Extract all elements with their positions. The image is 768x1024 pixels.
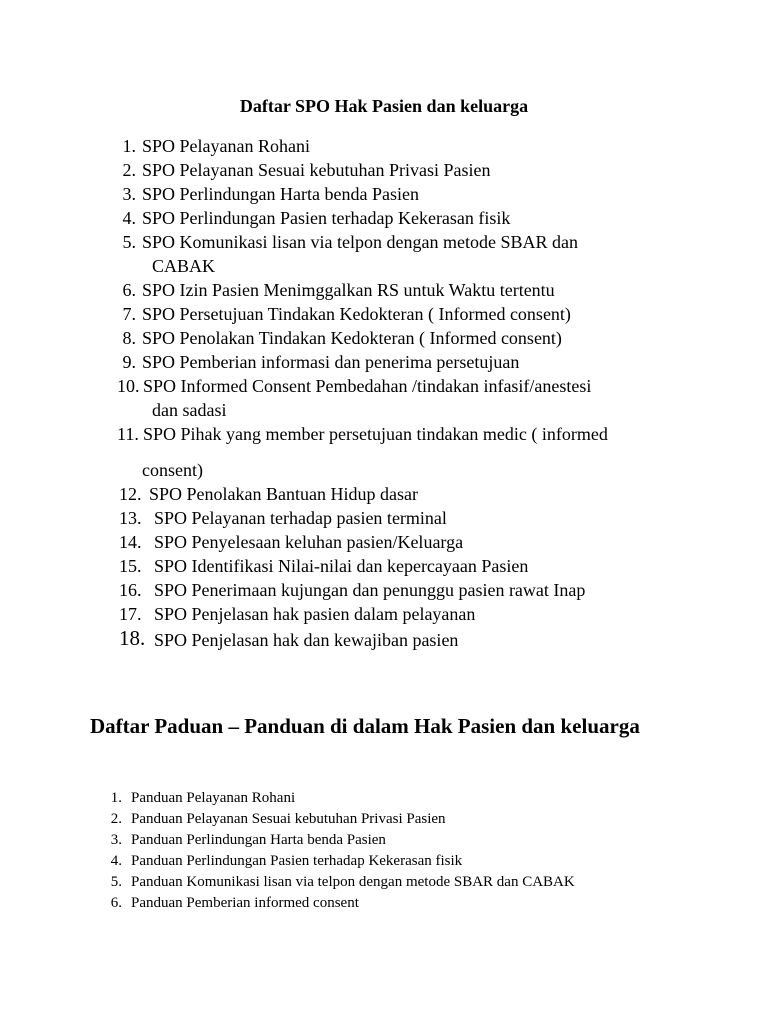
panduan-list <box>0 788 768 914</box>
list-item <box>0 872 768 893</box>
spo-list-title: Daftar SPO Hak Pasien dan keluarga <box>239 96 529 116</box>
list-item <box>0 893 768 914</box>
item-text: SPO Komunikasi lisan via telpon dengan metode SBAR dan <box>142 232 578 252</box>
item-number: 4. <box>110 853 122 869</box>
list-item <box>0 482 768 506</box>
item-text: Panduan Perlindungan Harta benda Pasien <box>131 832 386 848</box>
item-number: 7. <box>122 304 136 324</box>
panduan-list-title: Daftar Paduan – Panduan di dalam Hak Pasien dan keluarga <box>90 714 640 738</box>
item-text: SPO Perlindungan Harta benda Pasien <box>142 184 419 204</box>
item-number: 16. <box>119 580 142 600</box>
list-item <box>0 326 768 350</box>
item-text: Panduan Komunikasi lisan via telpon dengan metode SBAR dan CABAK <box>131 874 575 890</box>
item-text: SPO Pelayanan terhadap pasien terminal <box>154 508 447 528</box>
item-text: SPO Informed Consent Pembedahan /tindakan infasif/anestesi <box>143 376 592 396</box>
list-item <box>0 830 768 851</box>
item-text: SPO Pelayanan Rohani <box>142 136 310 156</box>
list-item <box>0 809 768 830</box>
item-number: 2. <box>110 811 122 827</box>
item-number: 2. <box>122 160 136 180</box>
list-item <box>0 230 768 278</box>
list-item <box>0 851 768 872</box>
list-item <box>0 206 768 230</box>
item-number: 18. <box>119 626 146 650</box>
item-number: 9. <box>122 352 136 372</box>
spo-list <box>0 134 768 650</box>
item-text-continuation: CABAK <box>152 256 216 276</box>
item-text-continuation: consent) <box>142 460 203 480</box>
item-text: SPO Izin Pasien Menimggalkan RS untuk Waktu tertentu <box>142 280 555 300</box>
list-item <box>0 350 768 374</box>
item-number: 6. <box>122 280 136 300</box>
item-number: 3. <box>122 184 136 204</box>
list-item <box>0 578 768 602</box>
list-item <box>0 182 768 206</box>
item-number: 17. <box>119 604 142 624</box>
item-number: 3. <box>110 832 122 848</box>
list-item <box>0 788 768 809</box>
list-item <box>0 554 768 578</box>
item-text: SPO Penjelasan hak pasien dalam pelayanan <box>154 604 476 624</box>
item-number: 1. <box>122 136 136 156</box>
item-text: SPO Penolakan Bantuan Hidup dasar <box>149 484 418 504</box>
item-text: SPO Pihak yang member persetujuan tindakan medic ( informed <box>143 424 608 444</box>
item-text: Panduan Pemberian informed consent <box>131 895 359 911</box>
item-text: SPO Penyelesaan keluhan pasien/Keluarga <box>154 532 464 552</box>
item-number: 11. <box>117 424 139 444</box>
item-text-continuation: dan sadasi <box>152 400 227 420</box>
item-text: Panduan Pelayanan Sesuai kebutuhan Privasi Pasien <box>131 811 446 827</box>
item-text: SPO Penjelasan hak dan kewajiban pasien <box>154 630 459 650</box>
item-number: 14. <box>119 532 142 552</box>
list-item <box>0 134 768 158</box>
item-text: SPO Penerimaan kujungan dan penunggu pasien rawat Inap <box>154 580 586 600</box>
list-item <box>0 278 768 302</box>
item-number: 10. <box>117 376 140 396</box>
item-text: SPO Identifikasi Nilai-nilai dan kepercayaan Pasien <box>154 556 529 576</box>
list-item <box>0 626 768 650</box>
item-text: SPO Pemberian informasi dan penerima persetujuan <box>142 352 520 372</box>
item-text: SPO Penolakan Tindakan Kedokteran ( Informed consent) <box>142 328 562 348</box>
item-number: 6. <box>110 895 122 911</box>
item-number: 12. <box>119 484 142 504</box>
item-text: SPO Pelayanan Sesuai kebutuhan Privasi Pasien <box>142 160 491 180</box>
list-item <box>0 506 768 530</box>
item-number: 1. <box>110 790 122 806</box>
item-text: Panduan Perlindungan Pasien terhadap Kekerasan fisik <box>131 853 463 869</box>
list-item <box>0 158 768 182</box>
item-number: 5. <box>122 232 136 252</box>
list-item <box>0 422 768 482</box>
item-number: 8. <box>122 328 136 348</box>
list-item <box>0 302 768 326</box>
item-number: 13. <box>119 508 142 528</box>
item-text: SPO Persetujuan Tindakan Kedokteran ( Informed consent) <box>142 304 571 324</box>
item-number: 5. <box>110 874 122 890</box>
item-number: 15. <box>119 556 142 576</box>
item-number: 4. <box>122 208 136 228</box>
item-text: Panduan Pelayanan Rohani <box>131 790 296 806</box>
list-item <box>0 374 768 422</box>
list-item <box>0 530 768 554</box>
item-text: SPO Perlindungan Pasien terhadap Kekerasan fisik <box>142 208 511 228</box>
list-item <box>0 602 768 626</box>
